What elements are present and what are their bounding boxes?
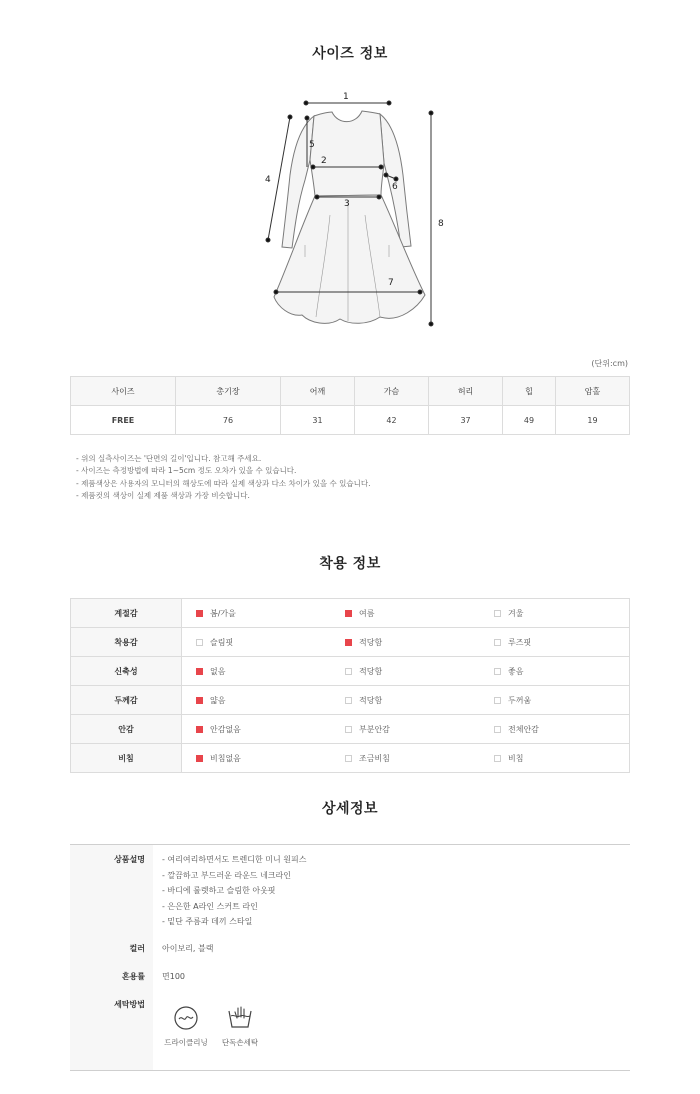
care-text: 드라이클리닝 [164, 1038, 208, 1047]
fit-option-label: 겨울 [507, 608, 524, 618]
fit-option-label: 안감없음 [209, 724, 241, 734]
checked-box-icon [196, 668, 203, 675]
value-cell: 76 [175, 406, 280, 435]
fit-option [181, 686, 331, 715]
fit-row-label: 착용감 [71, 628, 182, 657]
fit-option-label: 비침없음 [209, 753, 241, 763]
value-cell: 37 [429, 406, 503, 435]
fit-option [480, 657, 630, 686]
header-cell: 총기장 [175, 377, 280, 406]
fit-row-label: 계절감 [71, 599, 182, 628]
unchecked-box-icon [494, 755, 501, 762]
detail-info-title: 상세정보 [321, 801, 379, 817]
fit-row [71, 744, 630, 773]
fit-option-label: 봄/가을 [209, 608, 236, 618]
unchecked-box-icon [196, 639, 203, 646]
unchecked-box-icon [494, 639, 501, 646]
note-line: - 제품색상은 사용자의 모니터의 해상도에 따라 실제 색상과 다소 차이가 있을 수 있습니다. [76, 478, 371, 488]
fit-row-label: 신축성 [71, 657, 182, 686]
fit-option-label: 부분안감 [358, 724, 390, 734]
color-value: 아이보리, 블랙 [162, 944, 214, 953]
measure-label-6: 6 [392, 182, 398, 192]
description-line: - 은은한 A라인 스커트 라인 [162, 902, 258, 911]
material-label: 혼용률 [121, 972, 145, 981]
material-value: 면100 [162, 972, 185, 981]
fit-option [331, 715, 480, 744]
header-cell: 힙 [503, 377, 556, 406]
detail-table [70, 844, 630, 1071]
care-text: 단독손세탁 [221, 1038, 259, 1047]
size-notes [76, 453, 371, 503]
checked-box-icon [345, 639, 352, 646]
unchecked-box-icon [494, 726, 501, 733]
measure-label-7: 7 [388, 278, 394, 288]
table-row [71, 406, 630, 435]
hand-wash-icon [226, 1005, 254, 1031]
unchecked-box-icon [494, 610, 501, 617]
checked-box-icon [196, 726, 203, 733]
unchecked-box-icon [494, 668, 501, 675]
header-cell: 사이즈 [71, 377, 176, 406]
fit-option [181, 657, 331, 686]
measure-label-2: 2 [321, 156, 327, 166]
fit-option [331, 686, 480, 715]
bodice [310, 111, 384, 196]
fit-option-label: 조금비침 [358, 753, 390, 763]
unchecked-box-icon [345, 697, 352, 704]
fit-option [181, 628, 331, 657]
fit-option [480, 744, 630, 773]
fit-row-label: 안감 [71, 715, 182, 744]
fit-row [71, 657, 630, 686]
size-info-title: 사이즈 정보 [312, 46, 388, 62]
fit-option-label: 적당함 [358, 695, 383, 705]
measure-label-4: 4 [265, 175, 271, 185]
unchecked-box-icon [345, 726, 352, 733]
header-cell: 어깨 [280, 377, 354, 406]
fit-option-label: 전체안감 [507, 724, 539, 734]
color-label: 컬러 [129, 944, 145, 953]
unchecked-box-icon [494, 697, 501, 704]
fit-row [71, 599, 630, 628]
care-item-hand-wash [210, 1005, 270, 1048]
measure-label-1: 1 [343, 92, 349, 102]
fit-row [71, 628, 630, 657]
measure-label-5: 5 [309, 140, 315, 150]
value-cell: 42 [355, 406, 429, 435]
value-cell: 49 [503, 406, 556, 435]
fit-info-title: 착용 정보 [319, 556, 381, 572]
unit-label: (단위:cm) [591, 359, 628, 368]
value-cell: 19 [555, 406, 629, 435]
header-cell: 암홀 [555, 377, 629, 406]
description-line: - 여리여리하면서도 트렌디한 미니 원피스 [162, 855, 307, 864]
fit-option-label: 슬림핏 [209, 637, 234, 647]
fit-option [480, 599, 630, 628]
fit-row [71, 686, 630, 715]
description-line: - 밑단 주름과 데끼 스타일 [162, 917, 253, 926]
header-cell: 가슴 [355, 377, 429, 406]
note-line: - 제품컷의 색상이 실제 제품 색상과 가장 비슷합니다. [76, 491, 250, 501]
garment-measurement-diagram [250, 85, 460, 335]
description-label: 상품설명 [114, 855, 145, 864]
size-cell: FREE [71, 406, 176, 435]
unchecked-box-icon [345, 755, 352, 762]
fit-option-label: 없음 [209, 666, 226, 676]
fit-option-label: 여름 [358, 608, 375, 618]
dry-clean-icon [173, 1005, 199, 1031]
note-line: - 위의 실측사이즈는 '단면의 길이'입니다. 참고해 주세요. [76, 454, 262, 463]
fit-option [331, 657, 480, 686]
value-cell: 31 [280, 406, 354, 435]
fit-option [331, 599, 480, 628]
size-table [70, 376, 630, 435]
checked-box-icon [345, 610, 352, 617]
fit-option [331, 628, 480, 657]
fit-option-label: 비침 [507, 753, 524, 763]
checked-box-icon [196, 755, 203, 762]
header-cell: 허리 [429, 377, 503, 406]
fit-row-label: 비침 [71, 744, 182, 773]
fit-table [70, 598, 630, 773]
fit-option [480, 628, 630, 657]
fit-row [71, 715, 630, 744]
fit-option-label: 얇음 [209, 695, 226, 705]
measure-label-8: 8 [438, 219, 444, 229]
description-line: - 깔끔하고 부드러운 라운드 네크라인 [162, 871, 291, 880]
note-line: - 사이즈는 측정방법에 따라 1~5cm 정도 오차가 있을 수 있습니다. [76, 466, 297, 476]
fit-option [181, 599, 331, 628]
measure-label-3: 3 [344, 199, 350, 209]
fit-option-label: 적당함 [358, 666, 383, 676]
checked-box-icon [196, 697, 203, 704]
fit-row-label: 두께감 [71, 686, 182, 715]
description-line: - 바디에 룰렛하고 슬림한 아웃핏 [162, 886, 276, 895]
fit-option [480, 715, 630, 744]
fit-option [181, 715, 331, 744]
fit-option [181, 744, 331, 773]
fit-option-label: 적당함 [358, 637, 383, 647]
fit-option-label: 좋음 [507, 666, 524, 676]
unchecked-box-icon [345, 668, 352, 675]
size-table-header [71, 377, 630, 406]
fit-option [331, 744, 480, 773]
care-label: 세탁방법 [114, 1000, 145, 1009]
fit-option-label: 두꺼움 [507, 695, 532, 705]
fit-option-label: 루즈핏 [507, 637, 532, 647]
checked-box-icon [196, 610, 203, 617]
fit-option [480, 686, 630, 715]
care-item-dry-clean [156, 1005, 216, 1048]
label-column [70, 845, 153, 1070]
